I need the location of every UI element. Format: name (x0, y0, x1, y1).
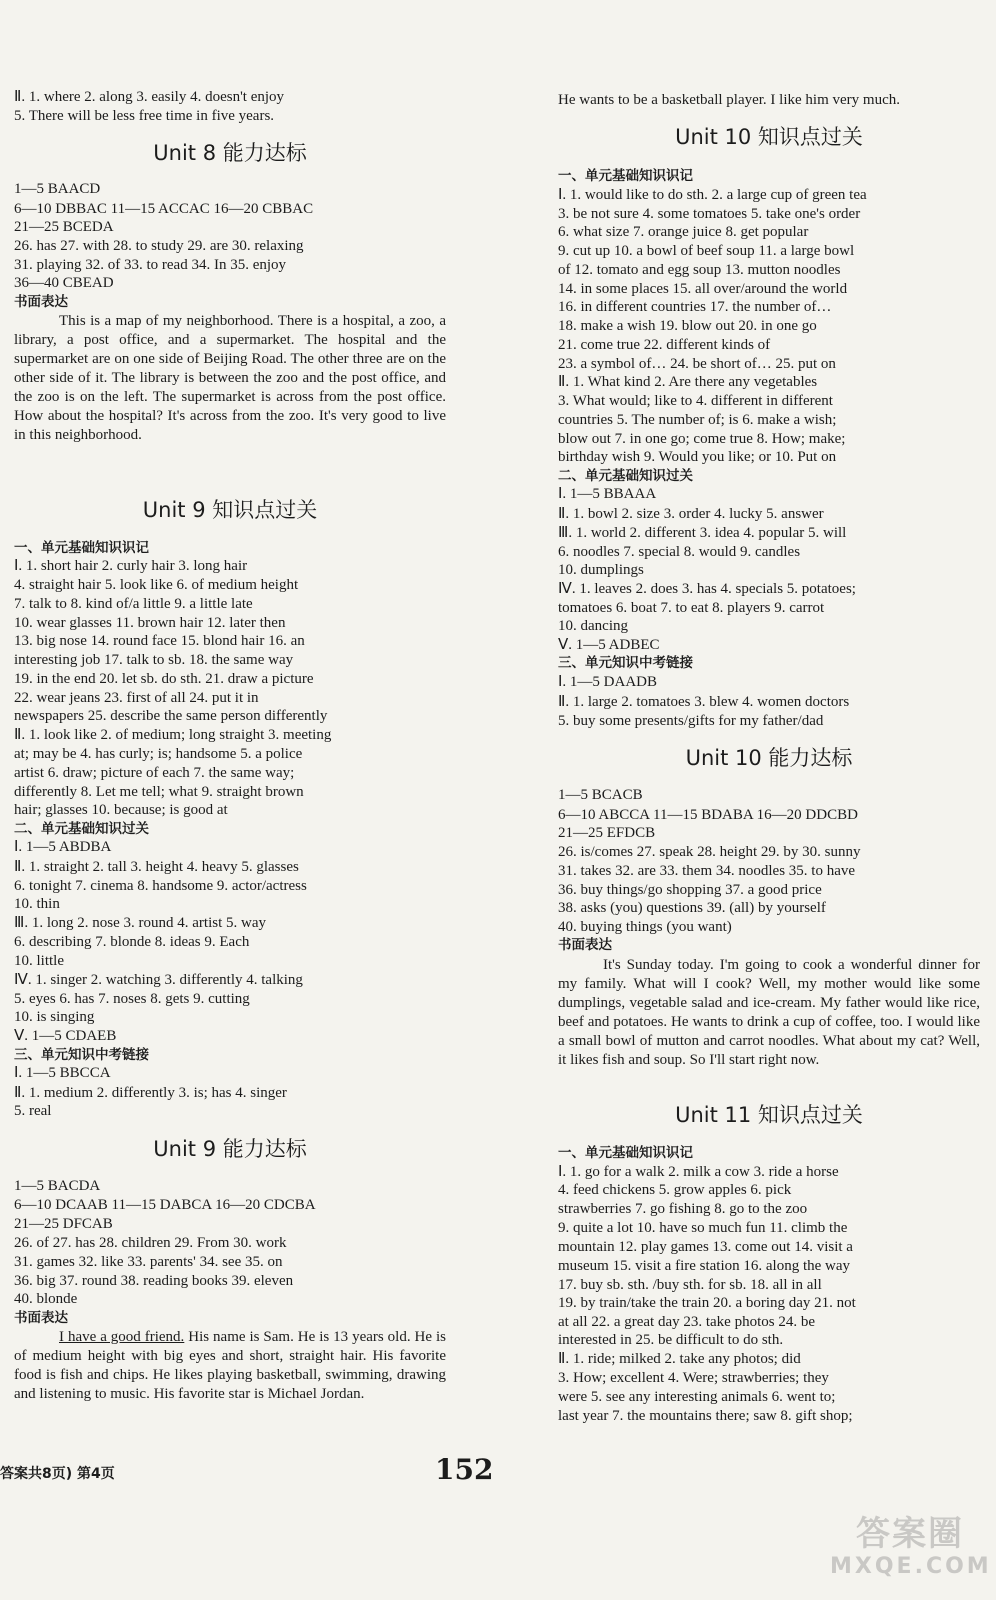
answer-line: Ⅰ. 1—5 DAADB (558, 674, 658, 690)
answer-line: 22. wear jeans 23. first of all 24. put it in (14, 690, 259, 706)
section-heading: 一、单元基础知识识记 (558, 168, 693, 184)
answer-line: Ⅳ. 1. singer 2. watching 3. differently 4. talking (14, 972, 303, 988)
answer-line: 10. little (14, 953, 64, 969)
answer-line: hair; glasses 10. because; is good at (14, 802, 228, 818)
answer-line: Ⅰ. 1. would like to do sth. 2. a large cup of green tea (558, 187, 867, 203)
answer-line: 9. cut up 10. a bowl of beef soup 11. a large bowl (558, 243, 855, 259)
unit-heading: Unit 10 能力达标 (685, 746, 853, 770)
answer-line: 16. in different countries 17. the number of… (558, 299, 832, 315)
watermark-logo (830, 1514, 990, 1594)
answer-line: 21—25 DFCAB (14, 1216, 113, 1232)
answer-line: 5. real (14, 1103, 52, 1119)
unit-heading: Unit 11 知识点过关 (675, 1103, 863, 1127)
answer-line: Ⅱ. 1. large 2. tomatoes 3. blew 4. women doctors (558, 694, 850, 710)
answer-line: 6. tonight 7. cinema 8. handsome 9. actor/actress (14, 878, 307, 894)
answer-line: 10. thin (14, 896, 60, 912)
answer-line: Ⅱ. 1. look like 2. of medium; long straight 3. meeting (14, 727, 332, 743)
answer-line: Ⅳ. 1. leaves 2. does 3. has 4. specials 5. potatoes; (558, 581, 856, 597)
answer-line: 10. is singing (14, 1009, 95, 1025)
answer-line: 40. blonde (14, 1291, 78, 1307)
answer-line: 26. has 27. with 28. to study 29. are 30. relaxing (14, 238, 304, 254)
answer-line: 21—25 EFDCB (558, 825, 656, 841)
answer-line: 5. There will be less free time in five years. (14, 108, 275, 124)
essay-text: This is a map of my neighborhood. There is a hospital, a zoo, a library, a post office, and a supermarket. The hospital and the supermarket are on one side of Beijing Road. The other three are on the other side of it. The library is between the zoo and the post office, and the zoo is on the left. The supermarket is across from the post office. How about the hospital? It's across from the zoo. It's very good to live in this neighborhood. (14, 313, 446, 443)
answer-line: countries 5. The number of; is 6. make a wish; (558, 412, 837, 428)
watermark-url: MXQE.COM (830, 1554, 992, 1579)
answer-line: Ⅱ. 1. What kind 2. Are there any vegetables (558, 374, 818, 390)
answer-line: birthday wish 9. Would you like; or 10. Put on (558, 449, 837, 465)
answer-line: 1—5 BCACB (558, 787, 643, 803)
answer-line: Ⅰ. 1. go for a walk 2. milk a cow 3. ride a horse (558, 1164, 839, 1180)
answer-line: 6. noodles 7. special 8. would 9. candles (558, 544, 801, 560)
answer-line: Ⅱ. 1. where 2. along 3. easily 4. doesn't enjoy (14, 89, 285, 105)
answer-line: 6—10 DCAAB 11—15 DABCA 16—20 CDCBA (14, 1197, 316, 1213)
answer-line: 7. talk to 8. kind of/a little 9. a little late (14, 596, 253, 612)
answer-line: 1—5 BACDA (14, 1178, 101, 1194)
answer-line: 36. buy things/go shopping 37. a good price (558, 882, 822, 898)
answer-line: museum 15. visit a fire station 16. along the way (558, 1258, 851, 1274)
answer-line: 21—25 BCEDA (14, 219, 114, 235)
answer-line: Ⅲ. 1. world 2. different 3. idea 4. popular 5. will (558, 525, 847, 541)
essay-text: It's Sunday today. I'm going to cook a wonderful dinner for my family. What will I cook? Well, my mother would like some dumplings, vegetable salad and ice-cream. My father would like rice, beef and potatoes. He wants to drink a cup of coffee, too. I would like a small bowl of mutton and carrot noodles. What about my cat? Well, it likes fish and soup. So I'll start right now. (558, 957, 980, 1068)
answer-line: 6—10 ABCCA 11—15 BDABA 16—20 DDCBD (558, 807, 858, 823)
answer-line: tomatoes 6. boat 7. to eat 8. players 9. carrot (558, 600, 825, 616)
answer-line: 17. buy sb. sth. /buy sth. for sb. 18. all in all (558, 1277, 822, 1293)
answer-line: 3. How; excellent 4. Were; strawberries; they (558, 1370, 829, 1386)
section-heading: 二、单元基础知识过关 (14, 821, 149, 837)
answer-line: Ⅴ. 1—5 ADBEC (558, 637, 660, 653)
watermark-text: 答案圈 (856, 1514, 964, 1554)
essay-paragraph (14, 312, 446, 445)
answer-line: interesting job 17. talk to sb. 18. the same way (14, 652, 294, 668)
answer-line: 3. be not sure 4. some tomatoes 5. take one's order (558, 206, 861, 222)
answer-line: Ⅱ. 1. bowl 2. size 3. order 4. lucky 5. answer (558, 506, 824, 522)
answer-line: differently 8. Let me tell; what 9. straight brown (14, 784, 304, 800)
answer-line: newspapers 25. describe the same person differently (14, 708, 328, 724)
section-heading: 三、单元知识中考链接 (558, 655, 693, 671)
answer-line: 31. playing 32. of 33. to read 34. In 35. enjoy (14, 257, 287, 273)
answer-line: strawberries 7. go fishing 8. go to the zoo (558, 1201, 808, 1217)
answer-line: 13. big nose 14. round face 15. blond hair 16. an (14, 633, 305, 649)
answer-line: Ⅱ. 1. medium 2. differently 3. is; has 4. singer (14, 1085, 287, 1101)
answer-line: 31. takes 32. are 33. them 34. noodles 35. to have (558, 863, 856, 879)
answer-line: at all 22. a great day 23. take photos 24. be (558, 1314, 816, 1330)
answer-line: were 5. see any interesting animals 6. went to; (558, 1389, 836, 1405)
answer-line: 19. in the end 20. let sb. do sth. 21. draw a picture (14, 671, 314, 687)
answer-line: 31. games 32. like 33. parents' 34. see 35. on (14, 1254, 283, 1270)
answer-line: 18. make a wish 19. blow out 20. in one go (558, 318, 817, 334)
answer-line: 5. buy some presents/gifts for my father/dad (558, 713, 824, 729)
answer-line: 5. eyes 6. has 7. noses 8. gets 9. cutting (14, 991, 250, 1007)
answer-line: 1—5 BAACD (14, 181, 101, 197)
footer-page-info: 答案共8页) 第4页 (0, 1466, 115, 1482)
answer-line: 38. asks (you) questions 39. (all) by yourself (558, 900, 826, 916)
answer-line: 36. big 37. round 38. reading books 39. eleven (14, 1273, 294, 1289)
answer-line: 4. straight hair 5. look like 6. of medium height (14, 577, 299, 593)
section-heading: 二、单元基础知识过关 (558, 468, 693, 484)
section-heading: 三、单元知识中考链接 (14, 1047, 149, 1063)
section-heading: 一、单元基础知识识记 (558, 1145, 693, 1161)
unit-heading: Unit 10 知识点过关 (675, 125, 863, 149)
essay-paragraph (14, 1328, 446, 1404)
section-heading: 一、单元基础知识识记 (14, 540, 149, 556)
essay-text: His name is Sam. He is 13 years old. He is of medium height with big eyes and short, straight hair. His favorite food is fish and chips. He likes playing basketball, swimming, drawing and listening to music. His favorite star is Michael Jordan. (14, 1329, 446, 1402)
answer-line: Ⅰ. 1—5 ABDBA (14, 839, 112, 855)
answer-line: of 12. tomato and egg soup 13. mutton noodles (558, 262, 841, 278)
answer-line: mountain 12. play games 13. come out 14. visit a (558, 1239, 853, 1255)
essay-paragraph (558, 956, 980, 1070)
answer-line: Ⅰ. 1—5 BBCCA (14, 1065, 111, 1081)
answer-line: Ⅰ. 1—5 BBAAA (558, 486, 657, 502)
answer-line: 36—40 CBEAD (14, 275, 114, 291)
section-heading: 书面表达 (14, 294, 68, 310)
section-heading: 书面表达 (558, 937, 612, 953)
answer-line: 9. quite a lot 10. have so much fun 11. climb the (558, 1220, 848, 1236)
answer-line: 19. by train/take the train 20. a boring day 21. not (558, 1295, 856, 1311)
unit-heading: Unit 9 知识点过关 (142, 498, 318, 522)
essay-text: I have a good friend. (59, 1329, 185, 1345)
answer-line: Ⅰ. 1. short hair 2. curly hair 3. long hair (14, 558, 248, 574)
answer-line: 21. come true 22. different kinds of (558, 337, 771, 353)
answer-line: Ⅲ. 1. long 2. nose 3. round 4. artist 5. way (14, 915, 266, 931)
answer-line: 10. dumplings (558, 562, 644, 578)
answer-line: 26. of 27. has 28. children 29. From 30. work (14, 1235, 287, 1251)
answer-line: 40. buying things (you want) (558, 919, 732, 935)
section-heading: 书面表达 (14, 1310, 68, 1326)
answer-line: 6. describing 7. blonde 8. ideas 9. Each (14, 934, 250, 950)
answer-line: 4. feed chickens 5. grow apples 6. pick (558, 1182, 792, 1198)
answer-line: at; may be 4. has curly; is; handsome 5. a police (14, 746, 303, 762)
answer-line: Ⅱ. 1. straight 2. tall 3. height 4. heavy 5. glasses (14, 859, 299, 875)
answer-line: artist 6. draw; picture of each 7. the same way; (14, 765, 295, 781)
answer-line: 14. in some places 15. all over/around the world (558, 281, 848, 297)
answer-line: 26. is/comes 27. speak 28. height 29. by 30. sunny (558, 844, 861, 860)
page-number: 152 (435, 1453, 494, 1486)
answer-line: 10. wear glasses 11. brown hair 12. later then (14, 615, 286, 631)
answer-line: 10. dancing (558, 618, 628, 634)
answer-line: 6—10 DBBAC 11—15 ACCAC 16—20 CBBAC (14, 201, 314, 217)
answer-line: 3. What would; like to 4. different in different (558, 393, 833, 409)
answer-line: Ⅴ. 1—5 CDAEB (14, 1028, 117, 1044)
answer-line: blow out 7. in one go; come true 8. How; make; (558, 431, 846, 447)
answer-line: 23. a symbol of… 24. be short of… 25. put on (558, 356, 836, 372)
answer-line: 6. what size 7. orange juice 8. get popular (558, 224, 809, 240)
answer-line: He wants to be a basketball player. I like him very much. (558, 92, 900, 108)
unit-heading: Unit 9 能力达标 (153, 1137, 307, 1161)
unit-heading: Unit 8 能力达标 (153, 141, 307, 165)
answer-line: interested in 25. be difficult to do sth. (558, 1332, 784, 1348)
answer-line: last year 7. the mountains there; saw 8. gift shop; (558, 1408, 853, 1424)
answer-line: Ⅱ. 1. ride; milked 2. take any photos; did (558, 1351, 801, 1367)
